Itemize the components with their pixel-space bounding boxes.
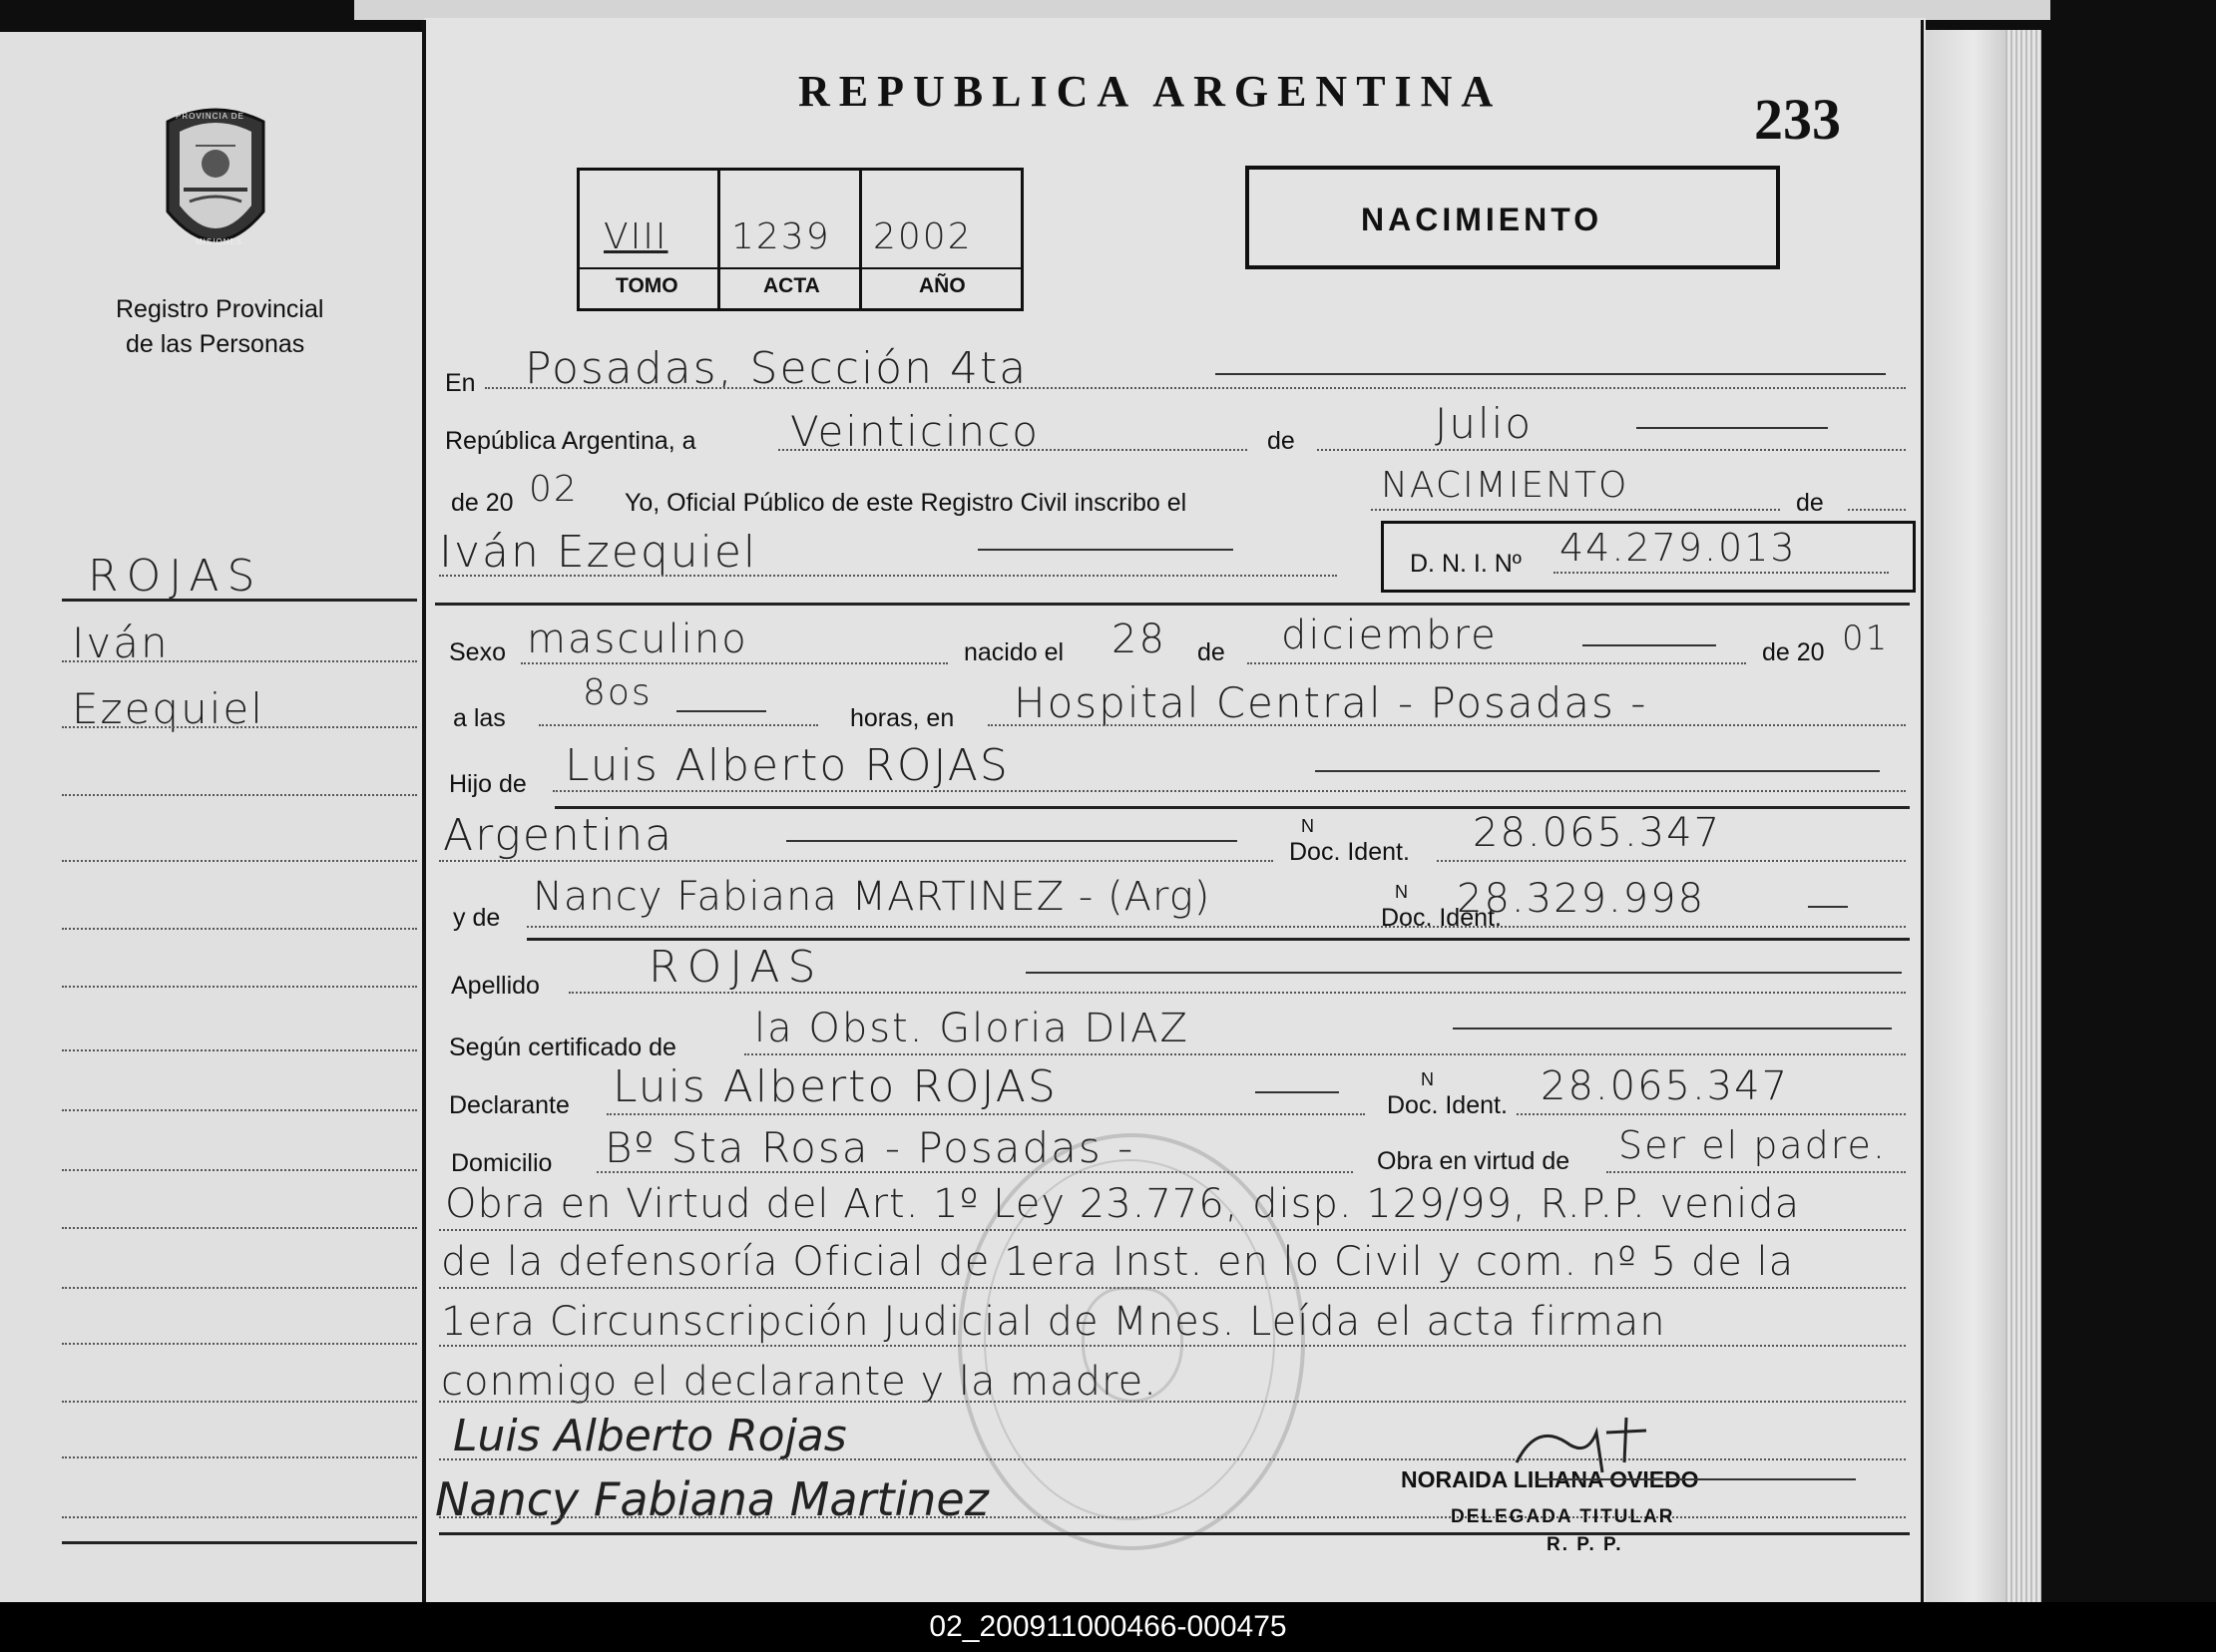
ano-value: 2002 [873,216,973,257]
label-doc-ident: Doc. Ident. [1289,838,1410,866]
row-lugar-dotline [988,724,1906,726]
value-padre: Luis Alberto ROJAS [565,740,1010,791]
margin-rule-1 [62,599,417,602]
row-padre-dotline [553,790,1906,792]
value-dia-nac: 28 [1111,617,1166,662]
label-domicilio: Domicilio [451,1149,553,1177]
label-de-20: de 20 [451,489,514,517]
label-a-las: a las [453,704,506,732]
margin-dotline-4 [62,860,417,862]
obs-dotline-3 [439,1345,1906,1347]
value-anio-nac-suffix: 01 [1842,619,1890,658]
row-en-dotline [485,387,1906,389]
section-rule-bottom [439,1532,1910,1535]
label-doc-ident-3: Doc. Ident. [1387,1091,1508,1119]
row-en-filler [1215,373,1886,375]
margin-dotline-8 [62,1109,417,1111]
value-anio-suffix: 02 [529,469,579,510]
row-dia-dotline [778,449,1247,451]
value-doc-padre: 28.065.347 [1473,810,1722,856]
country-heading: REPUBLICA ARGENTINA [798,67,1503,116]
dni-box [1381,521,1916,593]
label-dni: D. N. I. Nº [1410,550,1522,578]
left-column-rule [422,20,426,1602]
signature-madre: Nancy Fabiana Martinez [435,1472,989,1526]
value-lugar: Hospital Central - Posadas - [1014,678,1648,727]
row-cert-dotline [744,1053,1906,1055]
section-rule-1 [435,603,1910,606]
row-mes-filler [1636,427,1828,429]
dni-dotline [1553,572,1889,574]
sig-dotline-2 [439,1516,1906,1518]
row-decl-dotline [607,1113,1365,1115]
row-nombre-filler [978,549,1233,551]
value-madre: Nancy Fabiana MARTINEZ - (Arg) [533,874,1211,920]
label-y-de: y de [453,904,501,932]
label-de-2: de [1197,638,1225,666]
page-number: 233 [1754,87,1841,152]
record-type-box [1245,166,1780,269]
label-obra-en-virtud: Obra en virtud de [1377,1147,1570,1175]
value-doc-madre: 28.329.998 [1457,876,1706,922]
margin-dotline-12 [62,1343,417,1345]
reference-table [577,168,1024,311]
row-apellido-dotline [569,992,1906,994]
tomo-value: VIII [604,216,668,257]
sig-dotline-1 [439,1458,1906,1460]
label-declarante: Declarante [449,1091,570,1119]
row-hora-dotline [539,724,818,726]
margin-dotline-3 [62,794,417,796]
label-sexo: Sexo [449,638,506,666]
label-en: En [445,369,476,397]
value-doc-declarante: 28.065.347 [1541,1063,1790,1109]
row-sexo-dotline [521,662,948,664]
obs-line-2: de la defensoría Oficial de 1era Inst. en lo Civil y com. nº 5 de la [441,1239,1795,1285]
footer-file-id: 02_200911000466-000475 [0,1602,2216,1652]
label-yo-oficial: Yo, Oficial Público de este Registro Civil inscribo el [625,489,1187,517]
row-doc-madre-filler [1808,906,1848,908]
row-padre-filler [1315,770,1880,772]
official-org: R. P. P. [1547,1534,1623,1555]
obs-line-1: Obra en Virtud del Art. 1º Ley 23.776, disp. 129/99, R.P.P. venida [445,1181,1801,1227]
registry-name-line2: de las Personas [126,330,305,358]
record-type: NACIMIENTO [1361,202,1603,237]
section-rule-3 [527,938,1910,941]
row-decl-filler [1255,1091,1339,1093]
row-tipo-dotline [1371,509,1780,511]
row-doc-decl-dotline [1517,1113,1906,1115]
margin-dotline-15 [62,1516,417,1518]
label-doc-ident-2: Doc. Ident. [1381,904,1502,932]
registry-name-line1: Registro Provincial [116,295,324,323]
book-page-edges [2005,30,2041,1602]
official-name-strike [1537,1478,1856,1480]
margin-dotline-11 [62,1287,417,1289]
value-apellido: ROJAS [649,942,824,993]
margin-given2: Ezequiel [72,684,264,733]
value-mes-nac: diciembre [1281,613,1498,658]
margin-dotline-2 [62,726,417,728]
margin-dotline-7 [62,1049,417,1051]
label-hijo-de: Hijo de [449,770,527,798]
obs-dotline-2 [439,1287,1906,1289]
label-republica: República Argentina, a [445,427,696,455]
label-apellido: Apellido [451,972,540,1000]
obs-dotline-4 [439,1401,1906,1403]
value-dia: Veinticinco [790,407,1040,456]
margin-rule-bottom [62,1541,417,1544]
margin-dotline-13 [62,1401,417,1403]
n-mark-2: N [1395,882,1408,902]
value-tipo: NACIMIENTO [1381,465,1629,506]
ano-label: AÑO [919,274,966,297]
value-dni: 44.279.013 [1559,526,1797,570]
obs-line-3: 1era Circunscripción Judicial de Mnes. Leída el acta firman [441,1299,1666,1345]
row-madre-dotline [527,926,1906,928]
value-nacionalidad-padre: Argentina [443,810,674,861]
acta-value: 1239 [731,216,831,257]
margin-dotline-14 [62,1456,417,1458]
row-mes-dotline [1317,449,1906,451]
official-name: NORAIDA LILIANA OVIEDO [1401,1466,1699,1492]
row-hora-filler [676,710,766,712]
signature-declarante: Luis Alberto Rojas [453,1411,847,1461]
section-rule-2 [555,806,1910,809]
value-hora: 8os [583,672,653,713]
value-mes: Julio [1435,399,1534,448]
margin-dotline-1 [62,660,417,662]
official-title: DELEGADA TITULAR [1451,1506,1675,1527]
value-ciudad: Posadas, Sección 4ta [525,343,1029,394]
tomo-label: TOMO [616,274,678,297]
margin-given1: Iván [72,619,170,667]
row-nac-dotline [439,860,1273,862]
label-nacido-el: nacido el [964,638,1065,666]
obs-dotline-1 [439,1229,1906,1231]
value-certificado: la Obst. Gloria DIAZ [754,1006,1189,1051]
margin-dotline-10 [62,1227,417,1229]
n-mark-1: N [1301,816,1314,836]
margin-dotline-5 [62,928,417,930]
label-segun: Según certificado de [449,1033,676,1061]
row-apellido-filler [1026,972,1902,974]
label-de-2000: de 20 [1762,638,1825,666]
row-nac-filler [786,840,1237,842]
value-declarante: Luis Alberto ROJAS [613,1061,1058,1112]
seal-bottom-text: MISIONES [196,237,243,246]
left-margin-page [0,32,424,1602]
row-de-end-dotline [1848,509,1906,511]
row-dom-dotline [597,1171,1353,1173]
row-mes-nac-filler [1582,644,1716,646]
acta-label: ACTA [763,274,820,297]
value-domicilio: Bº Sta Rosa - Posadas - [605,1123,1135,1172]
label-horas-en: horas, en [850,704,955,732]
margin-dotline-9 [62,1169,417,1171]
value-obra: Ser el padre. [1618,1123,1887,1167]
value-nombre: Iván Ezequiel [439,527,758,578]
row-doc-padre-dotline [1437,860,1906,862]
row-obra-dotline [1606,1171,1906,1173]
row-mes-nac-dotline [1247,662,1746,664]
n-mark-3: N [1421,1069,1434,1089]
margin-dotline-6 [62,986,417,988]
right-column-rule [1921,20,1924,1602]
margin-surname: ROJAS [88,551,263,602]
right-page-strip [1926,30,2005,1602]
row-nombre-dotline [439,575,1337,577]
seal-top-text: PROVINCIA DE [176,112,244,121]
label-de: de [1267,427,1295,455]
row-cert-filler [1453,1028,1892,1030]
value-sexo: masculino [527,617,748,662]
page-top-gap [354,0,2050,20]
obs-line-4: conmigo el declarante y la madre. [441,1359,1157,1405]
label-de-end: de [1796,489,1824,517]
